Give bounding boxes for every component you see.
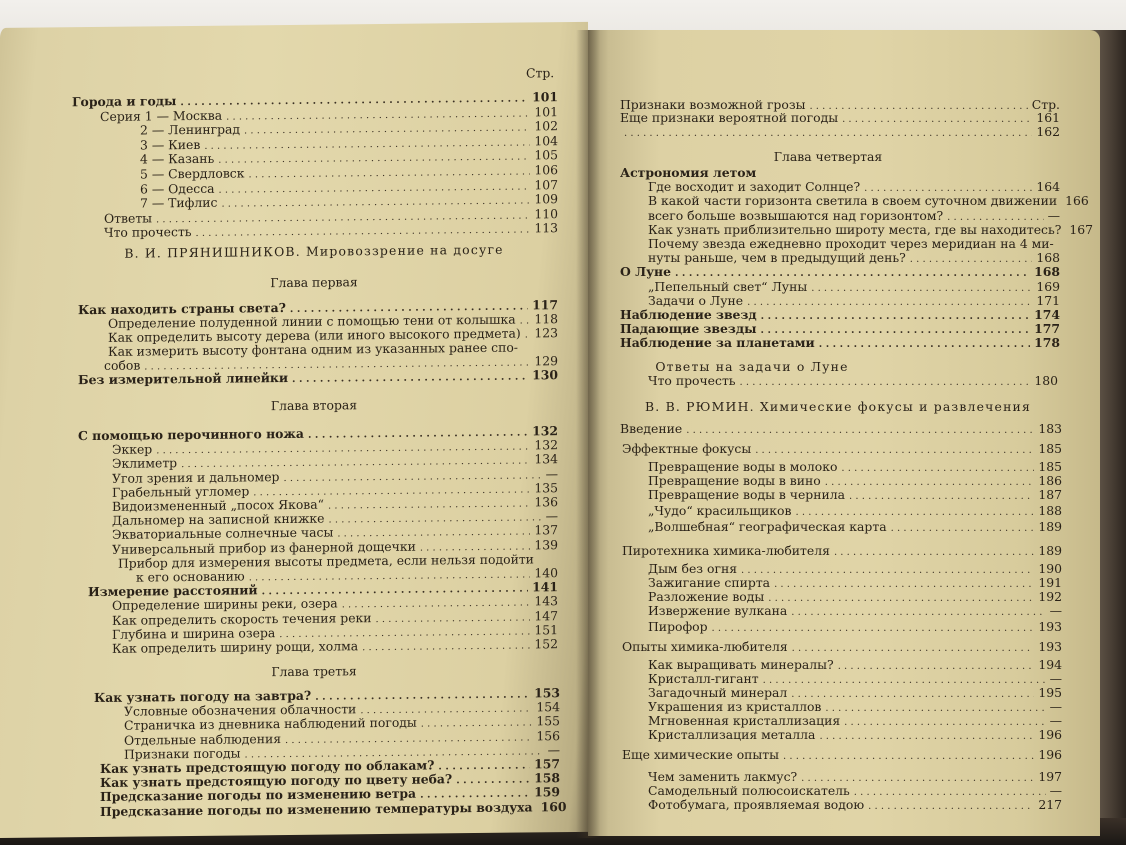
toc-page-number: 135 xyxy=(534,479,558,496)
toc-entry-title: Наблюдение за планетами xyxy=(620,335,815,351)
toc-entry-title: Падающие звезды xyxy=(620,321,757,337)
toc-entry-title: Города и годы xyxy=(72,93,177,110)
toc-page-number: — xyxy=(545,508,558,524)
toc-page-number: 152 xyxy=(534,636,558,652)
toc-entry xyxy=(112,637,558,658)
toc-entry-title: Глубина и ширина озера xyxy=(112,624,276,642)
toc-entry xyxy=(648,374,1058,390)
toc-page-number: — xyxy=(1049,713,1062,728)
toc-leader-dots xyxy=(849,490,1034,504)
toc-entry-title: Извержение вулкана xyxy=(648,603,788,618)
toc-entry-title: Дым без огня xyxy=(648,561,738,576)
toc-page-number: 183 xyxy=(1038,421,1062,436)
toc-entry-title: Определение полуденной линии с помощью тени от колышка xyxy=(108,311,516,331)
toc-entry-title: Как определить ширину рощи, холма xyxy=(112,638,359,656)
toc-entry-title: Как узнать предстоящую погоду по цвету неба? xyxy=(100,771,453,791)
toc-page-number: 129 xyxy=(534,353,558,369)
toc-leader-dots xyxy=(686,424,1034,438)
toc-entry-title: Что прочесть xyxy=(104,224,192,241)
toc-page-number: 193 xyxy=(1038,619,1062,634)
toc-page-number: 110 xyxy=(534,205,558,222)
toc-page-number: 132 xyxy=(532,423,558,439)
toc-page-number: — xyxy=(1049,671,1062,686)
toc-page-number: 130 xyxy=(532,367,558,383)
toc-page-number: 190 xyxy=(1038,561,1062,576)
toc-page-number: 155 xyxy=(536,713,560,729)
toc-entry-title: Измерение расстояний xyxy=(88,582,258,600)
toc-entry-title: Украшения из кристаллов xyxy=(648,699,822,714)
toc-entry xyxy=(620,166,1060,180)
toc-leader-dots xyxy=(783,750,1034,764)
toc-page-number: 134 xyxy=(534,451,558,467)
toc-page-number: 196 xyxy=(1038,747,1062,762)
toc-page-number: 106 xyxy=(534,162,558,178)
toc-page-number: 157 xyxy=(534,756,560,772)
toc-entry-title: Еще признаки вероятной погоды xyxy=(620,110,839,126)
toc-entry-title: Видоизмененный „посох Якова“ xyxy=(112,496,324,514)
toc-entry-title: Кристаллизация металла xyxy=(648,727,816,742)
toc-entry-title: Задачи о Луне xyxy=(648,292,744,308)
toc-entry xyxy=(648,237,1060,251)
toc-entry-title: Угол зрения и дальномер xyxy=(112,468,280,486)
toc-page-number: 159 xyxy=(534,784,560,800)
toc-entry-title: Астрономия летом xyxy=(620,165,757,180)
toc-page-number: 136 xyxy=(534,494,558,510)
toc-entry-title: всего больше возвышаются над горизонтом? xyxy=(648,207,944,223)
toc-page-number: 171 xyxy=(1036,292,1060,308)
section-author-heading: В. И. ПРЯНИШНИКОВ. Мировоззрение на досуге xyxy=(124,241,504,261)
toc-entry-title: С помощью перочинного ножа xyxy=(78,425,304,444)
toc-entry-title: Дальномер на записной книжке xyxy=(112,510,325,529)
toc-entry-title: Предсказание погоды по изменению ветра xyxy=(100,786,417,805)
toc-entry-title: Прибор для измерения высоты предмета, если нельзя подойти xyxy=(118,551,534,571)
chapter-heading: Глава первая xyxy=(270,274,358,291)
toc-page-number: 168 xyxy=(1036,250,1060,266)
toc-entry-title: Разложение воды xyxy=(648,589,765,604)
toc-leader-dots xyxy=(712,622,1035,636)
toc-page-number: 185 xyxy=(1038,459,1062,474)
toc-entry xyxy=(648,728,1062,744)
toc-page-number: 194 xyxy=(1038,657,1062,672)
toc-entry-title: Страничка из дневника наблюдений погоды xyxy=(124,715,417,734)
toc-entry-title: 3 — Киев xyxy=(140,136,201,153)
toc-entry xyxy=(100,798,567,821)
toc-page-number: — xyxy=(545,465,558,481)
toc-page-number: 191 xyxy=(1038,575,1062,590)
toc-page-number: 178 xyxy=(1034,335,1060,351)
toc-entry-title: Превращение воды в молоко xyxy=(648,459,838,474)
toc-entry-title: Как определить высоту дерева (или иного высокого предмета) xyxy=(108,325,521,345)
toc-entry xyxy=(620,336,1060,352)
toc-entry-title: Ответы xyxy=(104,210,153,226)
toc-page-number: 195 xyxy=(1038,685,1062,700)
toc-entry-title: Превращение воды в вино xyxy=(648,473,821,488)
toc-entry xyxy=(620,125,1060,141)
toc-entry-title: Предсказание погоды по изменению температуры воздуха xyxy=(100,799,533,819)
toc-page-number: 196 xyxy=(1038,727,1062,742)
toc-entry-title: Как находить страны света? xyxy=(78,300,286,318)
toc-page-number: 168 xyxy=(1034,264,1060,280)
toc-entry-title: „Волшебная“ географическая карта xyxy=(648,519,887,534)
toc-page-number: 117 xyxy=(532,297,558,313)
toc-entry xyxy=(648,604,1062,620)
chapter-heading: Глава вторая xyxy=(270,397,358,414)
toc-entry-title: Как выращивать минералы? xyxy=(648,657,834,672)
toc-entry xyxy=(648,798,1062,814)
toc-entry xyxy=(622,748,1062,764)
toc-entry-title: Экваториальные солнечные часы xyxy=(112,524,334,543)
toc-entry-title: Грабельный угломер xyxy=(112,483,250,500)
toc-entry xyxy=(622,442,1062,458)
toc-entry-title: 4 — Казань xyxy=(140,151,215,167)
toc-page-number: — xyxy=(547,741,560,758)
toc-entry-title: В какой части горизонта светила в своем суточном движении xyxy=(648,193,1058,209)
toc-leader-dots xyxy=(834,546,1034,560)
toc-entry-title: Чем заменить лакмус? xyxy=(648,769,798,784)
toc-page-number: 167 xyxy=(1069,221,1094,237)
toc-entry xyxy=(648,520,1062,536)
toc-page-number: 143 xyxy=(534,593,558,609)
toc-entry-title: Серия 1 — Москва xyxy=(100,107,223,124)
toc-page-number: 151 xyxy=(534,621,558,638)
answers-heading: Ответы на задачи о Луне xyxy=(655,359,849,374)
toc-entry xyxy=(620,422,1062,438)
section-author-heading: В. В. РЮМИН. Химические фокусы и развлечения xyxy=(644,399,1032,414)
toc-page-number: 137 xyxy=(534,522,558,538)
toc-entry-title: 2 — Ленинград xyxy=(140,121,241,138)
toc-page-number: 140 xyxy=(534,565,558,581)
toc-leader-dots xyxy=(624,127,1032,141)
toc-page-number: — xyxy=(1047,207,1060,223)
chapter-heading: Глава четвертая xyxy=(773,149,883,164)
toc-page-number: 180 xyxy=(1034,373,1058,388)
toc-entry-title: Мгновенная кристаллизация xyxy=(648,713,841,728)
toc-leader-dots xyxy=(362,639,530,655)
toc-page-number: 161 xyxy=(1036,110,1060,126)
toc-entry-title: Условные обозначения облачности xyxy=(124,701,357,719)
toc-page-number: 123 xyxy=(534,325,558,341)
toc-entry xyxy=(648,620,1062,636)
toc-entry-title: к его основанию xyxy=(136,568,245,585)
toc-entry-title: Пирофор xyxy=(648,619,708,634)
toc-entry xyxy=(622,544,1062,560)
toc-entry-title: Наблюдение звезд xyxy=(620,307,757,322)
toc-entry-title: Пиротехника химика-любителя xyxy=(622,543,830,558)
toc-leader-dots xyxy=(196,224,531,242)
toc-page-number: 169 xyxy=(1036,278,1060,294)
toc-page-number: 193 xyxy=(1038,639,1062,654)
toc-entry-title: Еще химические опыты xyxy=(622,747,780,762)
toc-entry-title: Определение ширины реки, озера xyxy=(112,595,338,614)
toc-entry-title: Превращение воды в чернила xyxy=(648,487,846,502)
toc-page-number: 192 xyxy=(1038,589,1062,604)
toc-page-number: 109 xyxy=(534,191,558,207)
toc-entry-title: Без измерительной линейки xyxy=(78,369,289,388)
toc-entry-title: Отдельные наблюдения xyxy=(124,730,282,748)
toc-page-number: 153 xyxy=(534,685,560,701)
toc-page-number: 162 xyxy=(1036,123,1060,139)
toc-page-number: 158 xyxy=(534,770,560,786)
toc-page-number: 102 xyxy=(534,118,558,134)
toc-page-number: 101 xyxy=(532,89,558,105)
toc-leader-dots xyxy=(819,338,1030,352)
toc-entry-title: Почему звезда ежедневно проходит через меридиан на 4 ми- xyxy=(648,236,1054,251)
toc-entry-title: „Пепельный свет“ Луны xyxy=(648,278,808,294)
toc-page-number: 154 xyxy=(536,699,560,715)
toc-entry-title: „Чудо“ красильщиков xyxy=(648,503,792,518)
toc-page-number: 113 xyxy=(534,220,558,236)
toc-entry-title: Что прочесть xyxy=(648,373,736,388)
toc-entry-title: 6 — Одесса xyxy=(140,180,215,197)
toc-entry xyxy=(104,222,558,243)
toc-page-number: 189 xyxy=(1038,543,1062,558)
toc-page-number: 186 xyxy=(1038,473,1062,488)
toc-entry-title: Эффектные фокусы xyxy=(622,441,752,456)
toc-entry-title: Эккер xyxy=(112,441,153,458)
toc-page-number: — xyxy=(1049,783,1062,798)
toc-entry-title: Опыты химика-любителя xyxy=(622,639,788,654)
toc-entry-title: Признаки погоды xyxy=(124,745,241,762)
toc-entry xyxy=(78,368,558,389)
toc-entry-title: Самодельный полюсоискатель xyxy=(648,783,850,798)
toc-entry-title: нуты раньше, чем в предыдущий день? xyxy=(648,250,906,266)
toc-entry-title: Как измерить высоту фонтана одним из указанных ранее спо- xyxy=(108,339,518,359)
right-page xyxy=(588,30,1100,836)
chapter-heading: Глава третья xyxy=(271,663,357,680)
toc-page-number: 174 xyxy=(1034,307,1060,322)
toc-page-number: 141 xyxy=(532,579,558,595)
toc-page-number: 189 xyxy=(1038,519,1062,534)
toc-page-number: 147 xyxy=(534,607,558,623)
toc-page-number: 104 xyxy=(534,132,558,149)
toc-entry-title: Как узнать предстоящую погоду по облакам? xyxy=(100,757,435,776)
toc-entry-title: Зажигание спирта xyxy=(648,575,771,590)
toc-entry-title: Эклиметр xyxy=(112,455,178,472)
toc-leader-dots xyxy=(891,522,1035,536)
toc-leader-dots xyxy=(755,444,1034,458)
toc-entry-title: Введение xyxy=(620,421,683,436)
toc-entry-title: Фотобумага, проявляемая водою xyxy=(648,797,865,812)
toc-page-number: — xyxy=(1049,603,1062,618)
page-column-header: Стр. xyxy=(526,65,555,81)
toc-page-number: 132 xyxy=(534,437,558,453)
toc-entry-title: Как узнать приблизительно широту места, где вы находитесь? xyxy=(648,221,1062,237)
toc-entry-title: Где восходит и заходит Солнце? xyxy=(648,179,861,195)
toc-page-number: 217 xyxy=(1038,797,1062,812)
toc-entry-title: Кристалл-гигант xyxy=(648,671,759,686)
toc-entry xyxy=(648,488,1062,504)
toc-entry xyxy=(622,640,1062,656)
toc-page-number: Стр. xyxy=(1031,97,1060,112)
toc-page-number: 118 xyxy=(534,311,558,327)
toc-page-number: 105 xyxy=(534,147,558,163)
toc-page-number: 101 xyxy=(534,103,558,119)
toc-page-number: 164 xyxy=(1036,179,1060,195)
toc-page-number: — xyxy=(1049,699,1062,714)
toc-entry-title: 7 — Тифлис xyxy=(140,194,218,211)
toc-entry xyxy=(648,504,1062,520)
toc-entry-title: Признаки возможной грозы xyxy=(620,97,806,112)
toc-page-number: 197 xyxy=(1038,769,1062,784)
toc-entry-title: Как узнать погоду на завтра? xyxy=(94,687,312,706)
toc-leader-dots xyxy=(740,376,1031,390)
toc-entry-title: 5 — Свердловск xyxy=(140,165,245,182)
toc-page-number: 188 xyxy=(1038,503,1062,518)
toc-leader-dots xyxy=(868,800,1034,814)
toc-page-number: 156 xyxy=(536,727,560,743)
toc-page-number: 160 xyxy=(540,798,567,814)
toc-leader-dots xyxy=(791,606,1045,620)
toc-leader-dots xyxy=(292,370,528,387)
book-gutter xyxy=(576,30,600,838)
toc-page-number: 177 xyxy=(1034,321,1060,337)
left-page xyxy=(0,22,588,838)
toc-entry-title: Универсальный прибор из фанерной дощечки xyxy=(112,538,416,557)
toc-entry-title: Загадочный минерал xyxy=(648,685,788,700)
toc-page-number: 166 xyxy=(1065,193,1089,209)
toc-entry-title: О Луне xyxy=(620,264,671,280)
toc-leader-dots xyxy=(819,730,1034,744)
toc-page-number: 139 xyxy=(534,536,558,552)
toc-entry-title: Как определить скорость течения реки xyxy=(112,609,372,628)
toc-entry-title: собов xyxy=(104,357,141,373)
toc-leader-dots xyxy=(792,642,1035,656)
toc-page-number: 187 xyxy=(1038,487,1062,502)
toc-page-number: 185 xyxy=(1038,441,1062,456)
toc-page-number: 107 xyxy=(534,176,558,192)
